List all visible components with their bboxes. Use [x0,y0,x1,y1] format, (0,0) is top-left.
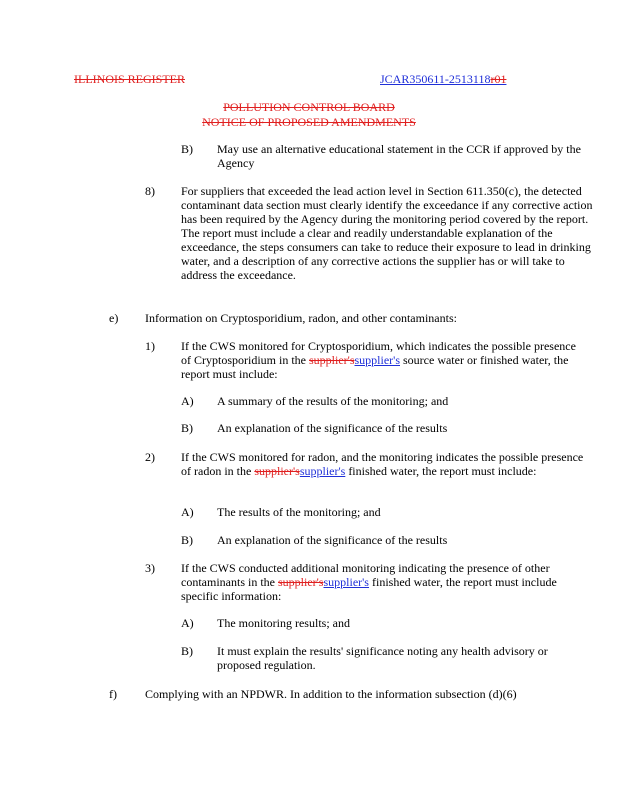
subitem-label: A) [181,505,194,519]
subitem-text: It must explain the results' significance noting any health advisory or proposed regulation. [217,644,548,672]
inserted-text: supplier's [299,464,346,478]
document-code-deleted: r01 [490,72,507,86]
document-code-inserted: JCAR350611-2513118 [380,72,491,86]
item-text [181,339,581,381]
item-text-pre: If the CWS conducted additional monitoring indicating the presence of other contaminants in the [181,561,550,589]
subitem-text: A summary of the results of the monitoring; and [217,394,449,408]
section-label: f) [109,687,117,701]
document-code [380,72,506,86]
item-text-pre: If the CWS monitored for Cryptosporidium, which indicates the possible presence of Cryptosporidium in the [181,339,576,367]
inserted-text: supplier's [354,353,400,367]
item-label: 1) [145,339,155,353]
item-text: May use an alternative educational statement in the CCR if approved by the Agency [217,142,581,170]
item-text [181,561,581,603]
deleted-text: supplier's [254,464,300,478]
item-text [181,450,591,478]
subitem-label: B) [181,421,193,435]
section-text: Information on Cryptosporidium, radon, and other contaminants: [145,311,457,325]
item-label: 3) [145,561,155,575]
subitem-text: The monitoring results; and [217,616,350,630]
section-label: e) [109,311,119,325]
deleted-text: supplier's [309,353,355,367]
item-text-post: source water or finished water, the report must include: [181,353,569,381]
item-text-post: finished water, the report must include specific information: [181,575,557,603]
subitem-label: B) [181,644,193,658]
item-label: B) [181,142,193,156]
item-text-post: finished water, the report must include: [345,464,537,478]
subitem-text: The results of the monitoring; and [217,505,381,519]
item-label: 2) [145,450,155,464]
board-name: POLLUTION CONTROL BOARD [223,100,395,114]
subitem-label: B) [181,533,193,547]
subitem-text: An explanation of the significance of the results [217,533,448,547]
section-text: Complying with an NPDWR. In addition to the information subsection (d)(6) [145,687,517,701]
item-label: 8) [145,184,155,198]
subitem-label: A) [181,616,194,630]
subitem-label: A) [181,394,194,408]
deleted-text: supplier's [277,575,324,589]
item-text-pre: If the CWS monitored for radon, and the monitoring indicates the possible presence of radon in the [181,450,584,478]
item-text: For suppliers that exceeded the lead action level in Section 611.350(c), the detected contaminant data section must clearly identify the exceedance if any corrective action has been required by the Agency during the monitoring period covered by the report. The report must include a clear and readily understandable explanation of the exceedance, the steps consumers can take to reduce their exposure to lead in drinking water, and a description of any corrective actions the supplier has or will take to address the exceedance. [181,184,593,282]
inserted-text: supplier's [323,575,369,589]
subitem-text: An explanation of the significance of the results [217,421,448,435]
register-title: ILLINOIS REGISTER [74,72,185,86]
notice-title: NOTICE OF PROPOSED AMENDMENTS [202,115,416,129]
